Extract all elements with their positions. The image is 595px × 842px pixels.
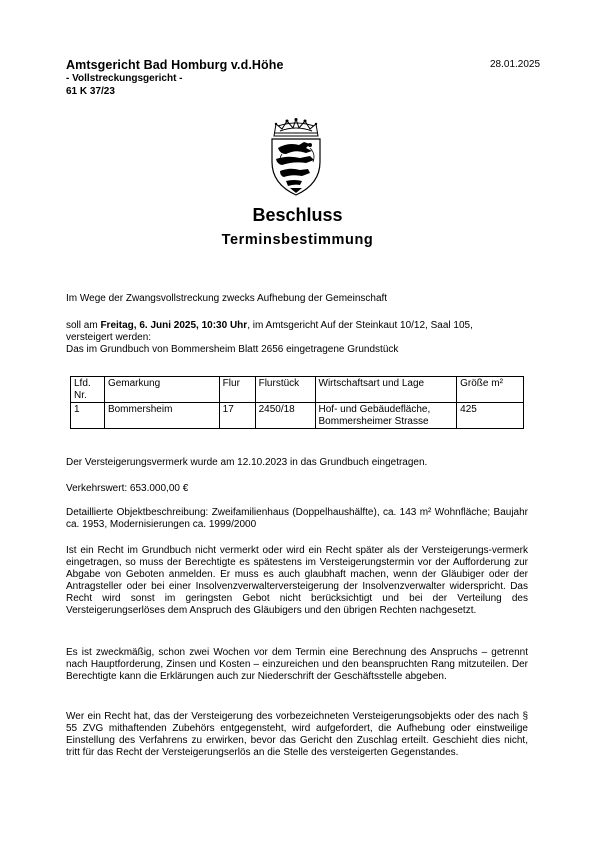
termin-location: , im Amtsgericht Auf der Steinkaut 10/12, Saal 105,	[247, 320, 473, 331]
termin-block	[66, 320, 528, 356]
col-header-wirtschaftsart: Wirtschaftsart und Lage	[315, 377, 457, 403]
col-header-gemarkung: Gemarkung	[104, 377, 219, 403]
col-header-lfd-nr: Lfd. Nr.	[71, 377, 105, 403]
table-header-row	[71, 377, 524, 403]
cell-groesse: 425	[457, 403, 524, 429]
vermerk-text: Der Versteigerungsvermerk wurde am 12.10.2023 in das Grundbuch eingetragen.	[66, 457, 428, 468]
court-name: Amtsgericht Bad Homburg v.d.Höhe	[66, 58, 284, 72]
termin-line-3: Das im Grundbuch von Bommersheim Blatt 2656 eingetragene Grundstück	[66, 344, 399, 355]
document-subtitle: Terminsbestimmung	[221, 232, 374, 248]
table-row	[71, 403, 524, 429]
col-header-groesse: Größe m²	[457, 377, 524, 403]
property-table	[70, 376, 524, 429]
court-header	[66, 59, 284, 98]
intro-text: Im Wege der Zwangsvollstreckung zwecks Aufhebung der Gemeinschaft	[66, 293, 388, 304]
termin-line	[66, 320, 528, 332]
cell-lfd-nr: 1	[71, 403, 105, 429]
document-title: Beschluss	[252, 205, 343, 225]
col-header-flur: Flur	[219, 377, 255, 403]
paragraph-claim-calculation: Es ist zweckmäßig, schon zwei Wochen vor dem Termin eine Berechnung des Anspruchs – getrennt nach Hauptforderung, Zinsen und Kosten – einzureichen und den beanspruchten Rang mitzuteilen. Der Berechtigte kann die Erklärungen auch zur Niederschrift der Geschäftsstelle abgeben.	[66, 647, 528, 682]
paragraph-rights-registration: Ist ein Recht im Grundbuch nicht vermerkt oder wird ein Recht später als der Versteigerungs-vermerk eingetragen, so muss der Berechtigte es spätestens im Versteigerungstermin vor der Aufforderung zur Abgabe von Geboten anmelden. Er muss es auch glaubhaft machen, wenn der Gläubiger oder der Antragsteller oder bei einer Insolvenzverwalterversteigerung der Insolvenzverwalter widerspricht. Das Recht wird sonst im geringsten Gebot nicht berücksichtigt und bei der Verteilung des Versteigerungserlöses dem Anspruch des Gläubigers und den übrigen Rechten nachgesetzt.	[66, 545, 528, 616]
object-description: Detaillierte Objektbeschreibung: Zweifamilienhaus (Doppelhaushälfte), ca. 143 m² Wohnfläche; Baujahr ca. 1953, Modernisierungen ca. 1999/2000	[66, 507, 528, 530]
cell-gemarkung: Bommersheim	[104, 403, 219, 429]
cell-flur: 17	[219, 403, 255, 429]
court-department: - Vollstreckungsgericht -	[66, 73, 183, 84]
file-number: 61 K 37/23	[66, 86, 115, 97]
termin-prefix: soll am	[66, 320, 101, 331]
verkehrswert-text: Verkehrswert: 653.000,00 €	[66, 483, 189, 494]
col-header-flurstueck: Flurstück	[255, 377, 315, 403]
hessen-coat-of-arms-icon	[266, 118, 326, 198]
cell-wirtschaftsart: Hof- und Gebäudefläche, Bommersheimer Strasse	[315, 403, 457, 429]
cell-flurstueck: 2450/18	[255, 403, 315, 429]
termin-line-2: versteigert werden:	[66, 332, 152, 343]
document-date: 28.01.2025	[490, 59, 541, 70]
termin-date: Freitag, 6. Juni 2025, 10:30 Uhr	[100, 320, 248, 331]
paragraph-conflicting-rights: Wer ein Recht hat, das der Versteigerung des vorbezeichneten Versteigerungsobjekts oder des nach § 55 ZVG mithaftenden Zubehörs entgegensteht, wird aufgefordert, die Aufhebung oder einstweilige Einstellung des Verfahrens zu erwirken, bevor das Gericht den Zuschlag erteilt. Geschieht dies nicht, tritt für das Recht der Versteigerungserlös an die Stelle des versteigerten Gegenstandes.	[66, 711, 528, 758]
